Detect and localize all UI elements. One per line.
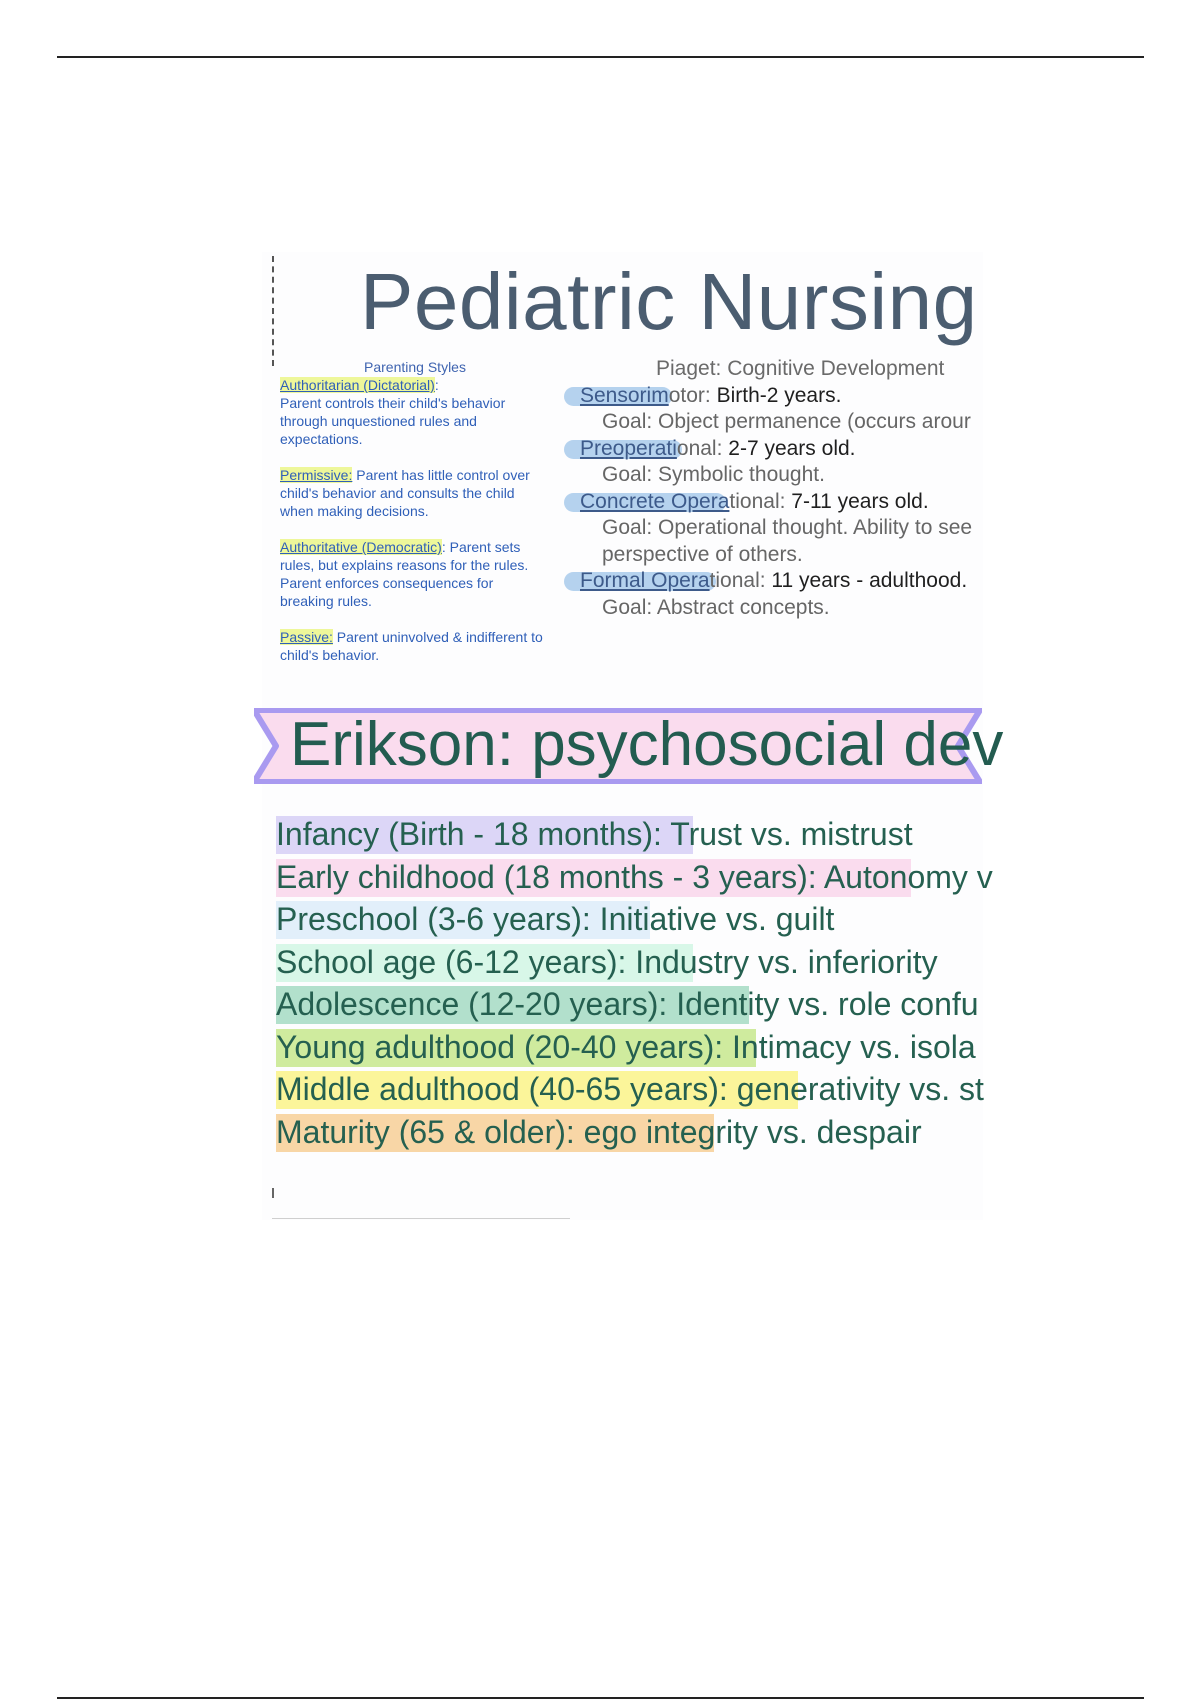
parenting-style-separator: : — [441, 539, 446, 555]
page-title: Pediatric Nursing — [360, 257, 978, 346]
stage-rest: onal: — [676, 436, 729, 460]
stage-age: 2-7 years old. — [728, 436, 856, 460]
parenting-style-item — [280, 376, 550, 448]
parenting-style-item — [280, 466, 550, 520]
erikson-stage-text: Early childhood (18 months - 3 years): Autonomy v — [276, 858, 993, 895]
piaget-stage — [562, 568, 982, 595]
parenting-style-description: Parent sets rules, but explains reasons for the rules. Parent enforces consequences for breaking rules. — [280, 539, 529, 609]
parenting-style-term: Authoritative (Democratic) — [280, 539, 442, 555]
parenting-style-term: Permissive: — [280, 467, 353, 483]
stage-name: Preoperati — [580, 436, 677, 460]
notes-bottom-line — [272, 1218, 570, 1219]
erikson-stage-text: Middle adulthood (40-65 years): generativity vs. st — [276, 1071, 984, 1107]
piaget-stage — [562, 436, 982, 463]
parenting-styles-section — [280, 358, 550, 682]
piaget-stage-goal: Goal: Operational thought. Ability to see — [602, 516, 973, 539]
bottom-rule — [57, 1697, 1144, 1699]
parenting-style-separator: : — [434, 377, 439, 393]
stage-rest: otor: — [668, 383, 717, 407]
parenting-style-item — [280, 538, 550, 610]
parenting-styles-heading: Parenting Styles — [364, 359, 466, 375]
stage-name: Formal Opera — [580, 569, 710, 592]
erikson-stage — [276, 1111, 982, 1154]
piaget-section — [562, 356, 982, 621]
erikson-stage-text: Preschool (3-6 years): Initiative vs. guilt — [276, 901, 835, 937]
stage-age: Birth-2 years. — [716, 383, 842, 407]
piaget-stage — [562, 489, 982, 516]
erikson-stage-text: Young adulthood (20-40 years): Intimacy vs. isola — [276, 1028, 976, 1065]
erikson-stage — [276, 813, 982, 856]
stage-name: Sensorim — [580, 383, 669, 407]
erikson-banner-title: Erikson: psychosocial dev — [290, 710, 1004, 779]
erikson-stage-text: Infancy (Birth - 18 months): Trust vs. mistrust — [276, 816, 913, 852]
erikson-stage — [276, 1068, 982, 1111]
margin-mark — [272, 1188, 274, 1198]
erikson-stage-text: Maturity (65 & older): ego integrity vs. despair — [276, 1113, 922, 1150]
erikson-stage-text: School age (6-12 years): Industry vs. inferiority — [276, 943, 938, 980]
parenting-styles-list — [280, 376, 550, 664]
piaget-heading: Piaget: Cognitive Development — [656, 357, 945, 380]
erikson-banner — [254, 708, 1004, 784]
parenting-style-description: Parent has little control over child's behavior and consults the child when making decisions. — [280, 467, 530, 519]
top-rule — [57, 56, 1144, 58]
parenting-style-description: Parent uninvolved & indifferent to child's behavior. — [280, 629, 543, 663]
parenting-style-description: Parent controls their child's behavior through unquestioned rules and expectations. — [280, 395, 506, 447]
erikson-stage — [276, 898, 982, 941]
erikson-stage — [276, 856, 993, 899]
stage-rest: tional: — [729, 489, 792, 513]
piaget-stage-goal: Goal: Abstract concepts. — [602, 595, 830, 619]
stage-age: 7-11 years old. — [791, 489, 929, 513]
piaget-stage-goal: Goal: Object permanence (occurs arour — [602, 410, 971, 433]
stage-age: 11 years - adulthood. — [771, 569, 968, 592]
erikson-stage — [276, 1026, 982, 1069]
dashed-margin-line — [272, 256, 274, 366]
stage-name: Concrete Opera — [580, 489, 730, 513]
stage-rest: tional: — [709, 569, 772, 592]
piaget-stage-list — [562, 383, 982, 622]
piaget-stage — [562, 383, 982, 410]
parenting-style-term: Passive: — [280, 629, 333, 645]
parenting-style-item — [280, 628, 550, 664]
erikson-stage-list — [276, 813, 993, 1153]
erikson-stage — [276, 983, 982, 1026]
parenting-style-term: Authoritarian (Dictatorial) — [280, 377, 435, 393]
erikson-stage-text: Adolescence (12-20 years): Identity vs. role confu — [276, 986, 979, 1022]
piaget-stage-goal: Goal: Symbolic thought. — [602, 463, 825, 486]
piaget-stage-goal: perspective of others. — [602, 542, 803, 566]
erikson-stage — [276, 941, 982, 984]
